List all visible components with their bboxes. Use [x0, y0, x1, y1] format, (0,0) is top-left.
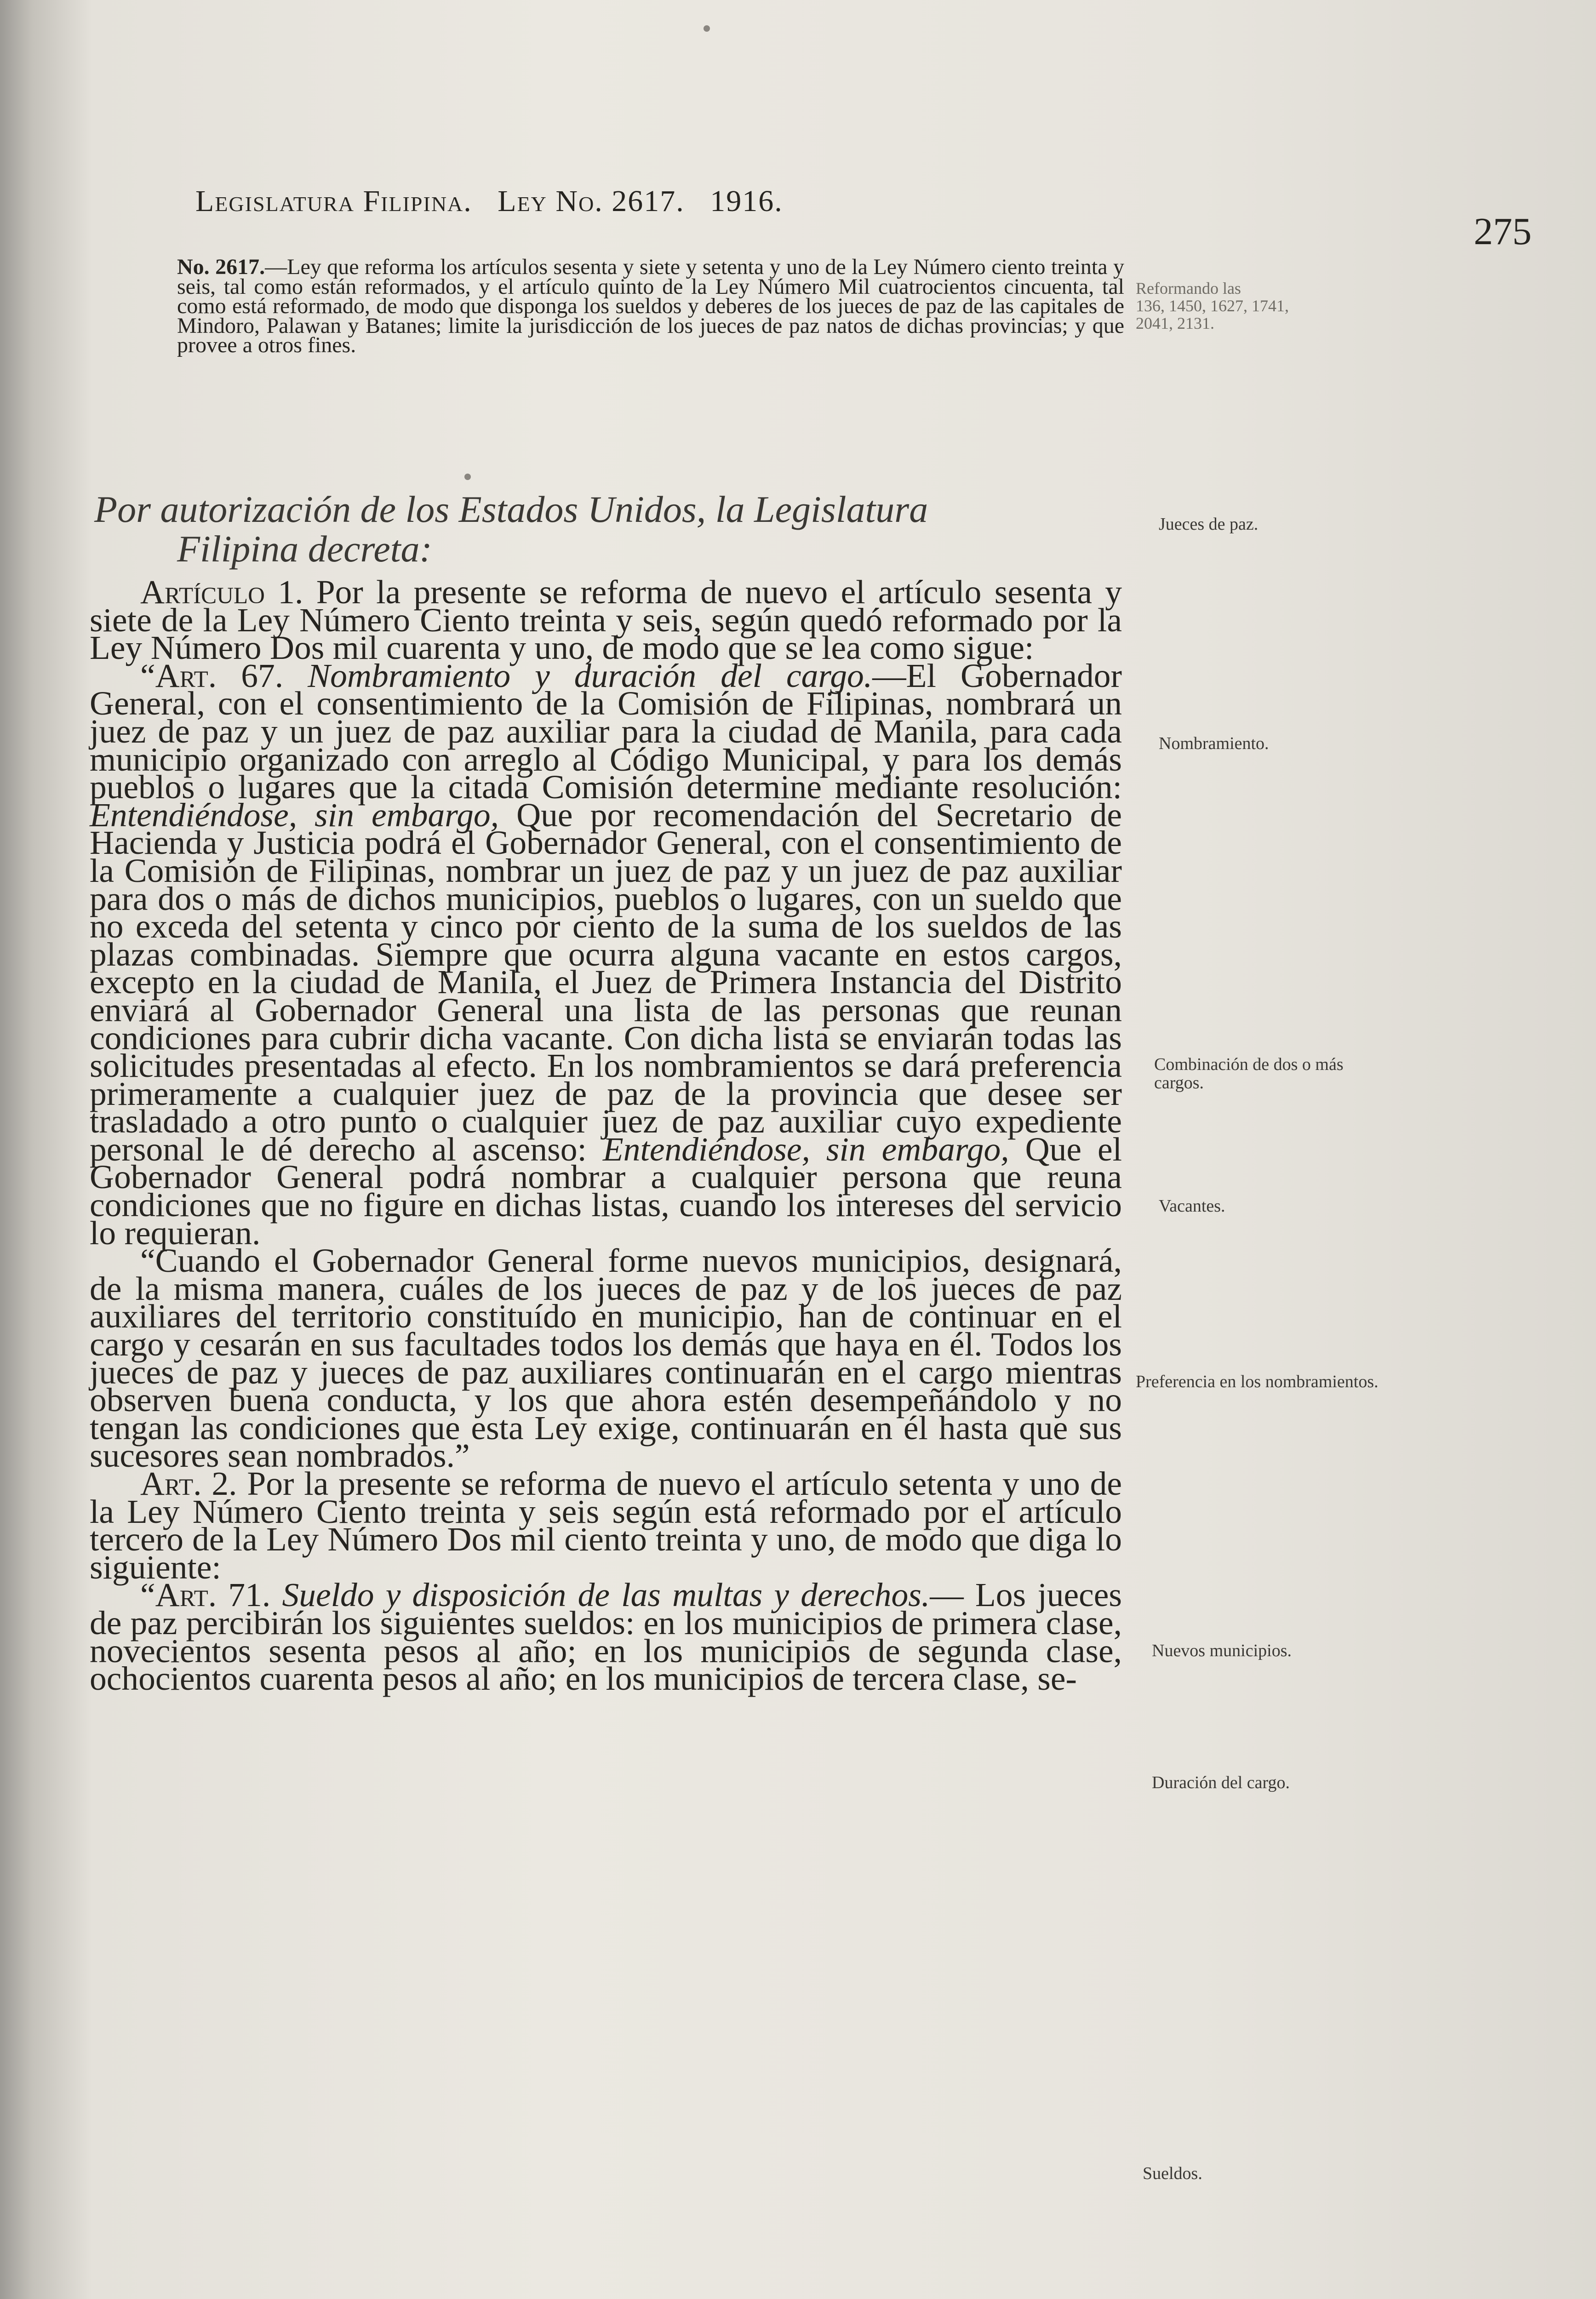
amends-line-3: 2041, 2131.	[1136, 314, 1214, 332]
paper-speck	[464, 474, 471, 480]
law-summary	[177, 257, 1124, 355]
article-67-label: “Art. 67.	[140, 657, 284, 694]
header-law: Ley No. 2617.	[498, 184, 685, 218]
article-2-label: Art. 2.	[140, 1465, 237, 1502]
article-1-label: Artículo 1.	[140, 573, 303, 611]
margin-note-combinacion: Combinación de dos o más cargos.	[1154, 1055, 1344, 1092]
article-67-proviso-2: Entendiéndose, sin embargo,	[602, 1130, 1009, 1168]
header-year: 1916.	[710, 184, 783, 218]
article-67-part-2: Que por recomendación del Secretario de Hacienda y Justicia podrá el Gobernador General, con el consentimiento de la Comisión de Filipinas, nombrar un juez de paz y un juez de paz auxiliar para dos o más de dichos municipios, pueblos o lugares, con un sueldo que no exceda del setenta y cinco por ciento de la suma de los sueldos de las plazas combinadas. Siempre que ocurra alguna vacante en estos cargos, excepto en la ciudad de Manila, el Juez de Primera Instancia del Distrito enviará al Gobernador General una lista de las personas que reunan condiciones para cubrir dicha vacante. Con dicha lista se enviarán todas las solicitudes presentadas al efecto. En los nombramientos se dará preferencia primeramente a cualquier juez de paz de la provincia que desee ser trasladado a otro punto o cualquier juez de paz auxiliar cuyo expediente personal le dé derecho al ascenso:	[90, 796, 1122, 1168]
article-67-part-1: —El Gobernador General, con el consentimiento de la Comisión de Filipinas, nombrará un juez de paz y un juez de paz auxiliar para la ciudad de Manila, para cada municipio organizado con arreglo al Código Municipal, y para los demás pueblos o lugares que la citada Comisión determine mediante resolución:	[90, 657, 1122, 806]
margin-note-duracion: Duración del cargo.	[1152, 1773, 1290, 1792]
amends-line-1: Reformando las	[1136, 279, 1241, 297]
enacting-line-1: Por autorización de los Estados Unidos, la Legislatura	[94, 488, 928, 530]
margin-note-jueces: Jueces de paz.	[1159, 515, 1258, 534]
article-67-part-3: Que el Gobernador General podrá nombrar a cualquier persona que reuna condiciones que no figure en dichas listas, cuando los intereses del servicio lo requieran.	[90, 1130, 1122, 1252]
article-1-paragraph	[90, 573, 1122, 667]
article-71-paragraph	[90, 1576, 1122, 1698]
article-1-text: Por la presente se reforma de nuevo el artículo sesenta y siete de la Ley Número Ciento treinta y seis, según quedó reformado por la Ley Número Dos mil cuarenta y uno, de modo que se lea como sigue:	[90, 573, 1122, 667]
article-67-paragraph	[90, 657, 1122, 1252]
law-summary-text: —Ley que reforma los artículos sesenta y siete y setenta y uno de la Ley Número ciento treinta y seis, tal como están reformados, y el artículo quinto de la Ley Número Mil cuatrocientos cincuenta, tal como está reformado, de modo que disponga los sueldos y deberes de los jueces de paz de las capitales de Mindoro, Palawan y Batanes; limite la jurisdicción de los jueces de paz natos de dichas provincias; y que provee a otros fines.	[177, 255, 1124, 357]
article-67-proviso-1: Entendiéndose, sin embargo,	[90, 796, 499, 834]
article-71-title: Sueldo y disposición de las multas y derechos.	[282, 1576, 930, 1614]
article-67-paragraph-2: “Cuando el Gobernador General forme nuevos municipios, designará, de la misma manera, cuáles de los jueces de paz y de los jueces de paz auxiliares del territorio constituído en municipio, han de continuar en el cargo y cesarán en sus facultades todos los demás que haya en él. Todos los jueces de paz y jueces de paz auxiliares continuarán en el cargo mientras observen buena conducta, y los que ahora estén desempeñándolo y no tengan las condiciones que esta Ley exige, continuarán en él hasta que sus sucesores sean nombrados.”	[90, 1242, 1122, 1475]
article-2-text: Por la presente se reforma de nuevo el artículo setenta y uno de la Ley Número Ciento treinta y seis según está reformado por el artículo tercero de la Ley Número Dos mil ciento treinta y uno, de modo que diga lo siguiente:	[90, 1465, 1122, 1586]
margin-note-preferencia: Preferencia en los nombramientos.	[1136, 1372, 1379, 1391]
enacting-clause	[94, 490, 1120, 569]
body-text	[90, 573, 1122, 1698]
article-2-paragraph	[90, 1465, 1122, 1586]
page-number: 275	[1474, 210, 1532, 253]
article-71-text: — Los jueces de paz percibirán los siguientes sueldos: en los municipios de primera clase, novecientos sesenta pesos al año; en los municipios de segunda clase, ochocientos cuarenta pesos al año; en los municipios de tercera clase, se-	[90, 1576, 1122, 1698]
margin-amends-note	[1136, 280, 1393, 332]
amends-line-2: 136, 1450, 1627, 1741,	[1136, 297, 1289, 315]
margin-note-vacantes: Vacantes.	[1159, 1196, 1225, 1216]
header-title: Legislatura Filipina.	[195, 184, 472, 218]
article-67-title: Nombramiento y duración del cargo.	[308, 657, 873, 694]
paper-speck	[704, 25, 710, 32]
law-number: No. 2617.	[177, 255, 265, 279]
enacting-line-2: Filipina decreta:	[177, 528, 432, 570]
running-header	[195, 184, 783, 219]
margin-note-nuevos-municipios: Nuevos municipios.	[1152, 1641, 1292, 1660]
margin-note-nombramiento: Nombramiento.	[1159, 734, 1269, 753]
margin-note-sueldos: Sueldos.	[1143, 2164, 1202, 2183]
article-71-label: “Art. 71.	[140, 1576, 271, 1614]
